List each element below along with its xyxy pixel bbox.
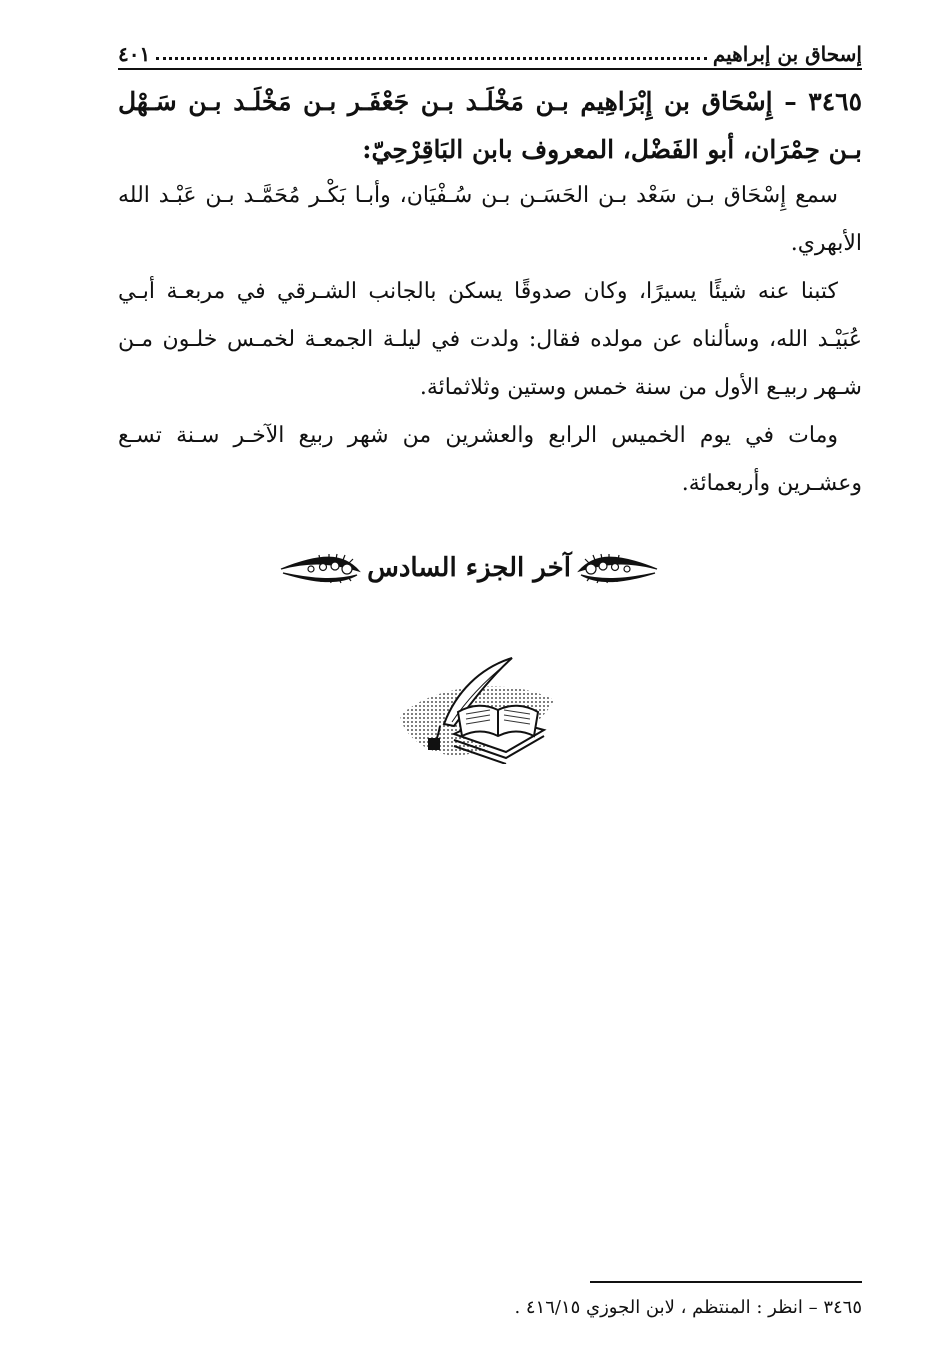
paragraph-text: ومات في يوم الخميس الرابع والعشرين من شهر ربيع الآخـر سـنة تسـع وعشـرين وأربعمائة. [118, 423, 862, 496]
footnote: ٣٤٦٥ – انظر : المنتظم ، لابن الجوزي ٤١٦/١٥ . [514, 1297, 862, 1318]
entry-heading: ٣٤٦٥ – إِسْحَاق بن إِبْرَاهِيم بـن مَخْلَـد بـن جَعْفَـر بـن مَخْلَـد بـن سَـهْل بـن حِمْرَان، أبو الفَضْل، المعروف بابن البَاقِرْحِيّ: [118, 87, 862, 164]
entry-paragraph-1 [118, 172, 862, 268]
floral-ornament-right-icon [577, 549, 659, 587]
page-number: ٤٠١ [118, 42, 151, 66]
volume-end-text: آخر الجزء السادس [367, 553, 571, 583]
floral-ornament-left-icon [279, 549, 361, 587]
footnote-rule [590, 1281, 862, 1283]
running-head-title: إسحاق بن إبراهيم [712, 42, 862, 66]
volume-end-marker [0, 548, 938, 588]
entry-paragraph-2 [118, 268, 862, 412]
running-head [118, 34, 862, 70]
entry-paragraph-3 [118, 412, 862, 508]
paragraph-text: كتبنا عنه شيئًا يسيرًا، وكان صدوقًا يسكن بالجانب الشـرقي في مربعـة أبـي عُبَيْـد الله، وسألناه عن مولده فقال: ولدت في ليلـة الجمعـة لخمـس خلـون مـن شـهر ربيـع الأول من سنة خمس وستين وثلاثمائة. [118, 279, 862, 400]
book-and-quill-vignette-icon [394, 652, 558, 764]
running-head-dot-leader [156, 57, 707, 60]
paragraph-text: سمع إِسْحَاق بـن سَعْد بـن الحَسَـن بـن سُـفْيَان، وأبـا بَكْـر مُحَمَّـد بـن عَبْـد الله الأبهري. [118, 183, 862, 256]
